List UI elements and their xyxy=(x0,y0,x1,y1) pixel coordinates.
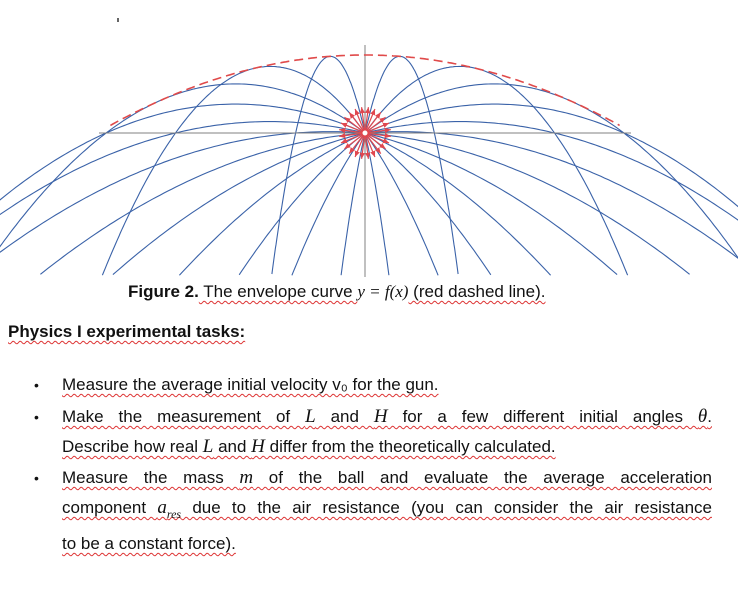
text: . xyxy=(707,407,712,426)
symbol-H: H xyxy=(373,406,388,427)
text: for a few different initial angles xyxy=(387,407,698,426)
trajectory-curve xyxy=(0,132,365,275)
text: component xyxy=(62,498,158,517)
task-item-3 xyxy=(34,463,712,559)
trajectory-curve xyxy=(365,56,458,274)
text: differ from the theoretically calculated. xyxy=(264,437,556,456)
trajectory-curve xyxy=(0,84,365,275)
text: Measure the mass xyxy=(62,468,240,487)
trajectory-curve xyxy=(272,56,365,274)
trajectory-curve xyxy=(292,133,365,275)
caption-label: Figure 2. xyxy=(128,282,199,301)
text: due to the air resistance (you can consider the air resistance xyxy=(181,498,712,517)
symbol-a: a xyxy=(157,497,167,518)
trajectory-curve xyxy=(365,104,738,276)
trajectory-curve xyxy=(113,133,365,275)
trajectory-curves xyxy=(0,56,738,276)
trajectory-curve xyxy=(179,133,365,275)
trajectory-curve xyxy=(40,133,365,274)
symbol-L: L xyxy=(305,406,316,427)
task-2-line-2 xyxy=(62,437,556,456)
trajectory-curve xyxy=(365,133,690,274)
caption-math: y = f(x) xyxy=(357,282,409,301)
trajectory-curve xyxy=(365,84,738,275)
trajectory-curve xyxy=(0,104,365,276)
trajectory-curve xyxy=(365,122,738,276)
symbol-a-res xyxy=(157,497,182,521)
launch-point xyxy=(362,130,368,136)
trajectory-curve xyxy=(365,133,551,275)
section-heading: Physics I experimental tasks: xyxy=(8,322,246,341)
text: Describe how real xyxy=(62,437,203,456)
task-3-line-3: to be a constant force). xyxy=(62,533,236,553)
caption-text-after: (red dashed line). xyxy=(408,282,546,301)
envelope-figure xyxy=(0,0,738,285)
symbol-theta: θ xyxy=(697,406,708,427)
trajectory-curve xyxy=(365,132,738,275)
trajectory-curve xyxy=(365,133,617,275)
text: and xyxy=(213,437,252,456)
task-2-line-1 xyxy=(62,402,712,432)
velocity-arrowhead xyxy=(365,107,370,113)
bullet: • xyxy=(34,377,39,393)
bullet: • xyxy=(34,470,39,486)
text: and xyxy=(315,407,374,426)
text: Make the measurement of xyxy=(62,407,306,426)
caption-text-before: The envelope curve xyxy=(198,282,358,301)
symbol-a-subscript: res xyxy=(166,506,182,521)
trajectory-curve xyxy=(365,133,438,275)
bullet: • xyxy=(34,409,39,425)
task-1-text: Measure the average initial velocity v₀ for the gun. xyxy=(62,375,439,394)
task-item-2 xyxy=(34,402,712,462)
task-item-1 xyxy=(34,370,712,400)
text: of the ball and evaluate the average acceleration xyxy=(253,468,712,487)
velocity-arrowhead xyxy=(360,107,365,113)
symbol-L: L xyxy=(202,436,214,457)
figure-caption xyxy=(128,282,545,302)
symbol-H: H xyxy=(251,436,265,457)
symbol-m: m xyxy=(239,467,254,488)
trajectory-curve xyxy=(0,122,365,276)
task-3-line-2 xyxy=(62,493,712,529)
task-3-line-1 xyxy=(62,463,712,493)
